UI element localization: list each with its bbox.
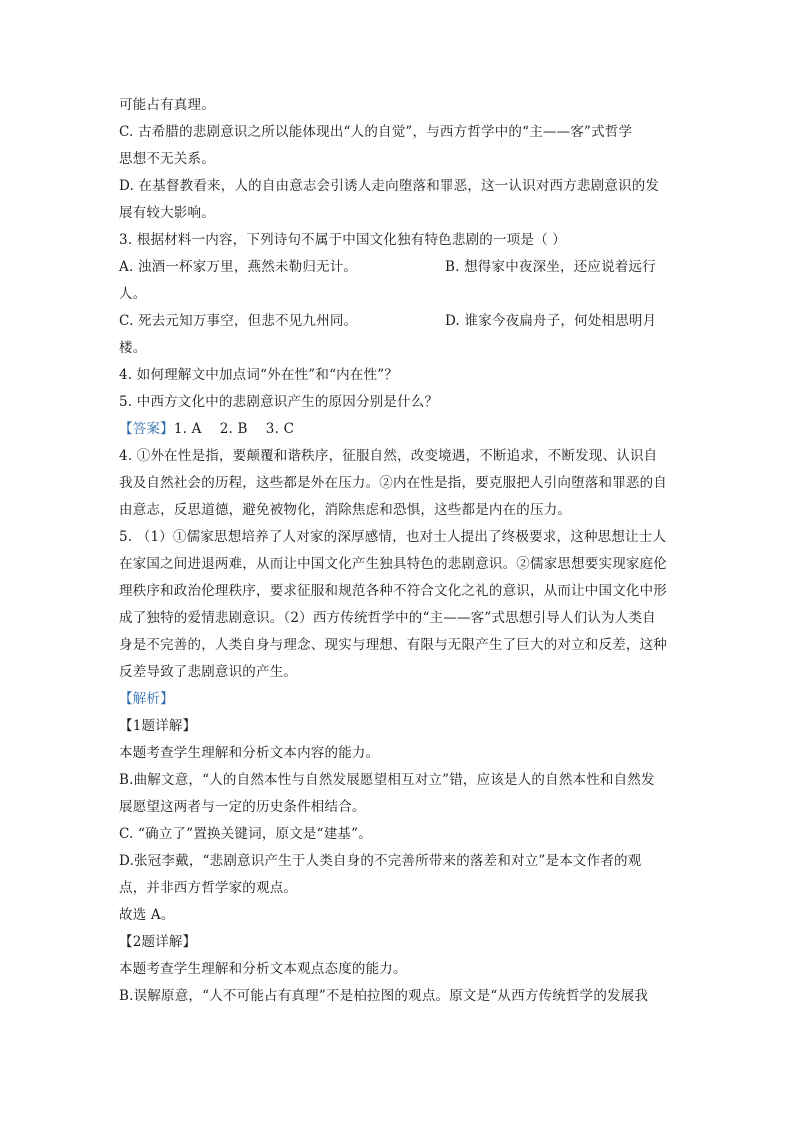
answer-5-line: 理秩序和政治伦理秩序，要求征服和规范各种不符合文化之礼的意识，从而让中国文化中形 [119,583,667,599]
answer-5-line: 在家国之间进退两难，从而让中国文化产生独具特色的悲剧意识。②儒家思想要实现家庭伦 [119,556,667,572]
detail-1-conclusion: 故选 A。 [119,907,175,923]
detail-1-b-line: 展愿望这两者与一定的历史条件相结合。 [119,799,366,815]
question-3: 3. 根据材料一内容，下列诗句不属于中国文化独有特色悲剧的一项是（ ） [119,232,566,248]
question-4: 4. 如何理解文中加点词“外在性”和“内在性”？ [119,367,399,383]
text-line: 可能占有真理。 [119,97,215,113]
option-b-continued: 人。 [119,286,147,302]
options-row-ab [119,254,679,281]
option-d-continued: 楼。 [119,340,147,356]
detail-2-intro: 本题考查学生理解和分析文本观点态度的能力。 [119,961,407,977]
options-row-cd [119,308,679,335]
answer-5-line: 成了独特的爱情悲剧意识。（2）西方传统哲学中的“主——客”式思想引导人们认为人类自 [119,610,656,626]
detail-1-intro: 本题考查学生理解和分析文本内容的能力。 [119,745,380,761]
option-c: C. 死去元知万事空，但悲不见九州同。 [119,313,358,329]
answer-5-line: 身是不完善的，人类自身与理念、现实与理想、有限与无限产生了巨大的对立和反差，这种 [119,637,667,653]
analysis-label: 【解析】 [119,691,174,707]
answer-label: 【答案】 [119,421,174,437]
text-line: 思想不无关系。 [119,151,215,167]
text-line: 展有较大影响。 [119,205,215,221]
answer-4-line: 我及自然社会的历程，这些都是外在压力。②内在性是指，要克服把人引向堕落和罪恶的自 [119,475,667,491]
detail-1-d-line: D.张冠李戴，“悲剧意识产生于人类自身的不完善所带来的落差和对立”是本文作者的观 [119,853,642,869]
detail-1-label: 【1题详解】 [119,718,197,734]
option-b: B. 想得家中夜深坐，还应说着远行 [445,259,656,275]
answer-5-line: 反差导致了悲剧意识的产生。 [119,664,298,680]
detail-1-c-line: C. “确立了”置换关键词，原文是“建基”。 [119,826,372,842]
detail-2-label: 【2题详解】 [119,934,197,950]
detail-1-d-line: 点，并非西方哲学家的观点。 [119,880,298,896]
answer-line [119,416,679,443]
detail-2-b-line: B.误解原意，“人不可能占有真理”不是柏拉图的观点。原文是“从西方传统哲学的发展我 [119,988,649,1004]
detail-1-b-line: B.曲解文意，“人的自然本性与自然发展愿望相互对立”错，应该是人的自然本性和自然发 [119,772,655,788]
option-a: A. 浊酒一杯家万里，燕然未勒归无计。 [119,259,358,275]
option-d-line: D. 在基督教看来，人的自由意志会引诱人走向堕落和罪恶，这一认识对西方悲剧意识的发 [119,178,660,194]
option-d: D. 谁家今夜扁舟子，何处相思明月 [445,313,657,329]
answer-4-line: 由意志，反思道德，避免被物化，消除焦虑和恐惧，这些都是内在的压力。 [119,502,572,518]
answer-text: 1. A 2. B 3. C [173,421,295,437]
answer-5-line: 5. （1）①儒家思想培养了人对家的深厚感情，也对士人提出了终极要求，这种思想让士人 [119,529,667,545]
question-5: 5. 中西方文化中的悲剧意识产生的原因分别是什么？ [119,394,439,410]
answer-4-line: 4. ①外在性是指，要颠覆和谐秩序，征服自然，改变境遇，不断追求，不断发现、认识自 [119,448,658,464]
document-body [119,92,679,1010]
option-c-line: C. 古希腊的悲剧意识之所以能体现出“人的自觉”，与西方哲学中的“主——客”式哲学 [119,124,633,140]
